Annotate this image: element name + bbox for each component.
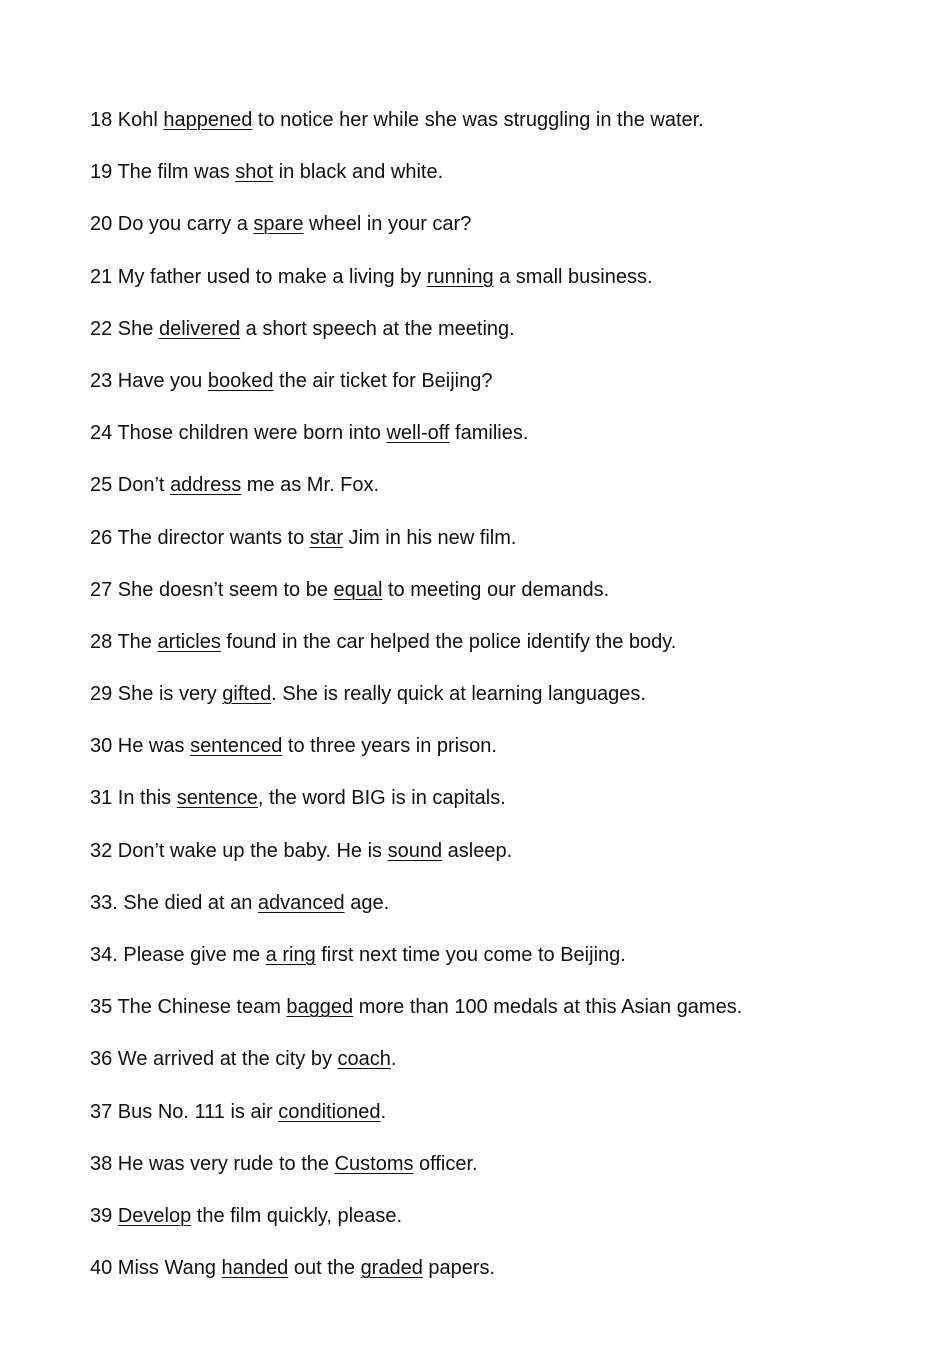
underlined-word: gifted: [222, 683, 272, 706]
underlined-word: articles: [157, 630, 221, 653]
sentence-32: 32 Don’t wake up the baby. He is sound asleep.: [90, 839, 513, 862]
sentence-31: 31 In this sentence, the word BIG is in capitals.: [90, 787, 506, 810]
underlined-word: a ring: [265, 944, 316, 966]
underlined-word: handed: [221, 1257, 289, 1280]
underlined-word: booked: [207, 369, 274, 392]
sentence-36: 36 We arrived at the city by coach.: [90, 1048, 397, 1071]
sentence-28: 28 The articles found in the car helped the police identify the body.: [90, 630, 677, 653]
sentence-21: 21 My father used to make a living by running a small business.: [90, 265, 653, 288]
underlined-word: Customs: [334, 1152, 414, 1175]
sentence-23: 23 Have you booked the air ticket for Beijing?: [90, 369, 493, 392]
underlined-word: Develop: [117, 1204, 192, 1227]
underlined-word: bagged: [286, 996, 354, 1019]
sentence-25: 25 Don’t address me as Mr. Fox.: [90, 474, 380, 497]
underlined-word: graded: [360, 1257, 423, 1280]
sentence-27: 27 She doesn’t seem to be equal to meeting our demands.: [90, 578, 610, 601]
sentence-20: 20 Do you carry a spare wheel in your car?: [90, 213, 472, 236]
sentence-18: 18 Kohl happened to notice her while she was struggling in the water.: [90, 109, 704, 131]
underlined-word: delivered: [158, 317, 241, 340]
sentence-35: 35 The Chinese team bagged more than 100 medals at this Asian games.: [90, 996, 743, 1019]
sentence-40: 40 Miss Wang handed out the graded papers.: [90, 1257, 496, 1280]
underlined-word: shot: [235, 161, 274, 184]
underlined-word: sentence: [176, 787, 258, 810]
underlined-word: coach: [337, 1048, 391, 1071]
sentence-39: 39 Develop the film quickly, please.: [90, 1204, 403, 1227]
sentence-38: 38 He was very rude to the Customs officer.: [90, 1152, 478, 1175]
underlined-word: well-off: [386, 422, 450, 445]
sentence-list: [90, 107, 910, 1307]
underlined-word: sentenced: [190, 735, 283, 758]
sentence-37: 37 Bus No. 111 is air conditioned.: [90, 1100, 387, 1123]
underlined-word: address: [170, 474, 242, 497]
sentence-30: 30 He was sentenced to three years in prison.: [90, 735, 497, 758]
underlined-word: running: [426, 265, 494, 288]
sentence-26: 26 The director wants to star Jim in his new film.: [90, 526, 517, 549]
sentence-33: 33. She died at an advanced age.: [90, 891, 390, 914]
underlined-word: conditioned: [278, 1100, 381, 1123]
underlined-word: advanced: [257, 891, 345, 914]
sentence-19: 19 The film was shot in black and white.: [90, 161, 444, 184]
underlined-word: spare: [253, 213, 304, 236]
sentence-22: 22 She delivered a short speech at the meeting.: [90, 317, 515, 340]
sentence-24: 24 Those children were born into well-off families.: [90, 422, 529, 445]
underlined-word: star: [309, 526, 344, 549]
underlined-word: sound: [387, 839, 443, 862]
sentence-29: 29 She is very gifted. She is really quick at learning languages.: [90, 683, 646, 706]
underlined-word: happened: [163, 109, 253, 131]
sentence-34: 34. Please give me a ring first next time you come to Beijing.: [90, 944, 626, 966]
underlined-word: equal: [333, 578, 383, 601]
